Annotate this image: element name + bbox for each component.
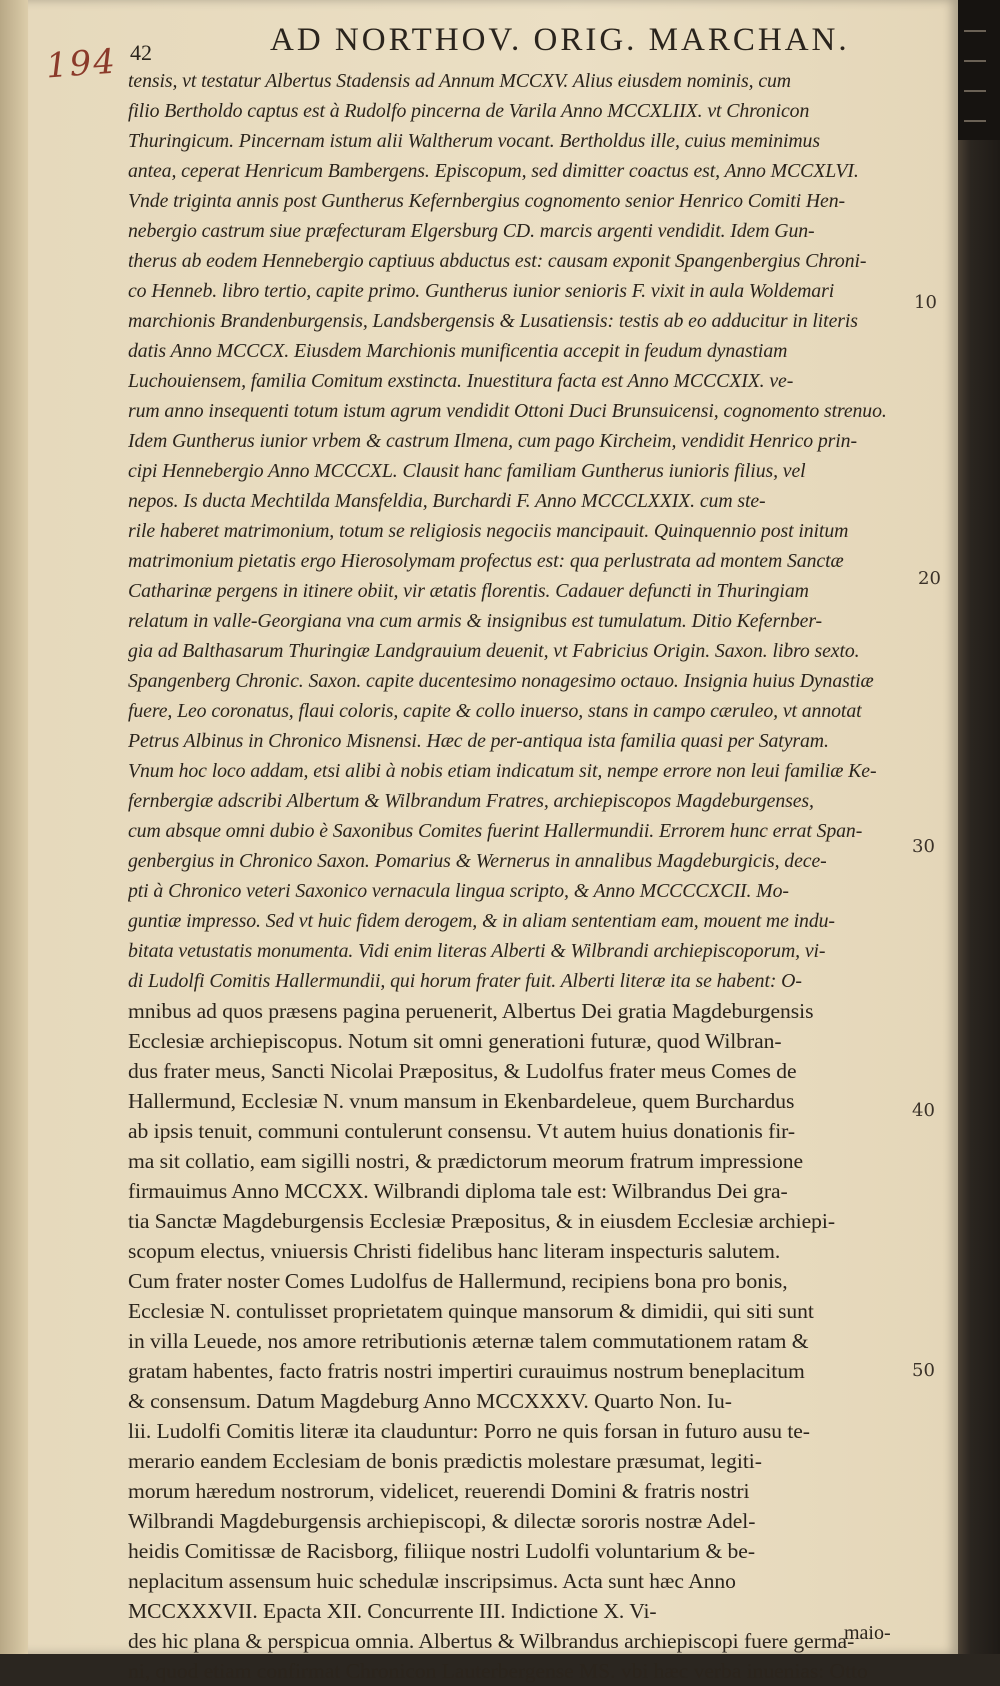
ruler-tick bbox=[964, 120, 986, 122]
text-line: bitata vetustatis monumenta. Vidi enim literas Alberti & Wilbrandi archiepiscoporum, vi- bbox=[128, 940, 826, 962]
page-number: 42 bbox=[130, 40, 152, 65]
text-line: des hic plana & perspicua omnia. Albertus & Wilbrandus archiepiscopi fuere germa- bbox=[128, 1629, 855, 1653]
text-line: morum hæredum nostrorum, videlicet, reuerendi Domini & fratris nostri bbox=[128, 1479, 750, 1503]
text-line: filio Bertholdo captus est à Rudolfo pincerna de Varila Anno MCCXLIIX. vt Chronicon bbox=[128, 100, 810, 122]
text-line: merario eandem Ecclesiam de bonis prædictis molestare præsumat, legiti- bbox=[128, 1449, 762, 1473]
ruler-tick bbox=[964, 30, 986, 32]
ruler-tick bbox=[964, 60, 986, 62]
text-line: Spangenberg Chronic. Saxon. capite ducentesimo nonagesimo octauo. Insignia huius Dynastiæ bbox=[128, 670, 874, 692]
text-line: ni, quod etiam confirmat Chronicon Lauterbergense MS. vbi hæc verba inuenias: Otto bbox=[128, 1659, 868, 1683]
body-text bbox=[128, 66, 908, 1686]
handwritten-folio-number: 194 bbox=[44, 41, 119, 87]
text-line: co Henneb. libro tertio, capite primo. Guntherus iunior senioris F. vixit in aula Woldemari bbox=[128, 280, 835, 302]
catchword: maio- bbox=[844, 1622, 891, 1644]
text-line: therus ab eodem Hennebergio captiuus abductus est: causam exponit Spangenbergius Chroni- bbox=[128, 250, 867, 272]
margin-line-number: 20 bbox=[918, 568, 941, 589]
text-line: ab ipsis tenuit, communi contulerunt consensu. Vt autem huius donationis fir- bbox=[128, 1119, 796, 1143]
book-edge-shadow bbox=[958, 0, 1000, 1654]
text-line: gia ad Balthasarum Thuringiæ Landgrauium deuenit, vt Fabricius Origin. Saxon. libro sexto. bbox=[128, 640, 860, 662]
text-line: rile haberet matrimonium, totum se religiosis negociis mancipauit. Quinquennio post initum bbox=[128, 520, 849, 542]
text-line: Vnde triginta annis post Guntherus Kefernbergius cognomento senior Henrico Comiti Hen- bbox=[128, 190, 846, 212]
text-line: nebergio castrum siue præfecturam Elgersburg CD. marcis argenti vendidit. Idem Gun- bbox=[128, 220, 815, 242]
text-line: Petrus Albinus in Chronico Misnensi. Hæc de per-antiqua ista familia quasi per Satyram. bbox=[128, 730, 829, 752]
text-line: scopum electus, vniuersis Christi fidelibus hanc literam inspecturis salutem. bbox=[128, 1239, 781, 1263]
margin-line-number: 10 bbox=[914, 292, 937, 313]
running-head: AD NORTHOV. ORIG. MARCHAN. bbox=[270, 22, 850, 58]
page-gutter bbox=[0, 0, 28, 1654]
text-line: cipi Hennebergio Anno MCCCXL. Clausit hanc familiam Guntherus iunioris filius, vel bbox=[128, 460, 806, 482]
text-line: Ecclesiæ archiepiscopus. Notum sit omni generationi futuræ, quod Wilbran- bbox=[128, 1029, 782, 1053]
text-line: cum absque omni dubio è Saxonibus Comites fuerint Hallermundii. Errorem hunc errat Span- bbox=[128, 820, 863, 842]
text-line: lii. Ludolfi Comitis literæ ita clauduntur: Porro ne quis forsan in futuro ausu te- bbox=[128, 1419, 810, 1443]
text-line: ma sit collatio, eam sigilli nostri, & prædictorum meorum fratrum impressione bbox=[128, 1149, 804, 1173]
text-line: Hallermund, Ecclesiæ N. vnum mansum in Ekenbardeleue, quem Burchardus bbox=[128, 1089, 795, 1113]
text-line: di Ludolfi Comitis Hallermundii, qui horum frater fuit. Alberti literæ ita se habent: O- bbox=[128, 970, 802, 992]
margin-line-number: 40 bbox=[912, 1100, 935, 1121]
text-line: fernbergiæ adscribi Albertum & Wilbrandum Fratres, archiepiscopos Magdeburgenses, bbox=[128, 790, 814, 812]
text-line: tensis, vt testatur Albertus Stadensis ad Annum MCCXV. Alius eiusdem nominis, cum bbox=[128, 70, 791, 92]
margin-line-number: 50 bbox=[912, 1360, 935, 1381]
text-line: genbergius in Chronico Saxon. Pomarius & Wernerus in annalibus Magdeburgicis, dece- bbox=[128, 850, 827, 872]
text-line: in villa Leuede, nos amore retributionis æternæ talem commutationem ratam & bbox=[128, 1329, 809, 1353]
text-line: mnibus ad quos præsens pagina peruenerit, Albertus Dei gratia Magdeburgensis bbox=[128, 999, 814, 1023]
text-line: Catharinæ pergens in itinere obiit, vir ætatis florentis. Cadauer defuncti in Thuringiam bbox=[128, 580, 809, 602]
text-line: datis Anno MCCCX. Eiusdem Marchionis munificentia accepit in feudum dynastiam bbox=[128, 340, 788, 362]
text-line: rum anno insequenti totum istum agrum vendidit Ottoni Duci Brunsuicensi, cognomento strenuo. bbox=[128, 400, 887, 422]
text-line: matrimonium pietatis ergo Hierosolymam profectus est: qua perlustrata ad montem Sanctæ bbox=[128, 550, 844, 572]
text-line: Cum frater noster Comes Ludolfus de Hallermund, recipiens bona pro bonis, bbox=[128, 1269, 788, 1293]
text-line: Ecclesiæ N. contulisset proprietatem quinque mansorum & dimidii, qui siti sunt bbox=[128, 1299, 814, 1323]
text-line: marchionis Brandenburgensis, Landsbergensis & Lusatiensis: testis ab eo adducitur in literis bbox=[128, 310, 858, 332]
ruler-tick bbox=[964, 90, 986, 92]
text-line: pti à Chronico veteri Saxonico vernacula lingua scripto, & Anno MCCCCXCII. Mo- bbox=[128, 880, 789, 902]
text-line: neplacitum assensum huic schedulæ inscripsimus. Acta sunt hæc Anno bbox=[128, 1569, 736, 1593]
text-line: antea, ceperat Henricum Bambergens. Episcopum, sed dimitter coactus est, Anno MCCXLVI. bbox=[128, 160, 859, 182]
scale-ruler bbox=[958, 0, 1000, 140]
text-line: Wilbrandi Magdeburgensis archiepiscopi, & dilectæ sororis nostræ Adel- bbox=[128, 1509, 756, 1533]
text-line: heidis Comitissæ de Racisborg, filiique nostri Ludolfi voluntarium & be- bbox=[128, 1539, 755, 1563]
text-line: firmauimus Anno MCCXX. Wilbrandi diploma tale est: Wilbrandus Dei gra- bbox=[128, 1179, 788, 1203]
text-line: Thuringicum. Pincernam istum alii Waltherum vocant. Bertholdus ille, cuius meminimus bbox=[128, 130, 820, 152]
text-line: fuere, Leo coronatus, flaui coloris, capite & collo inuerso, stans in campo cæruleo, vt annotat bbox=[128, 700, 862, 722]
text-line: gratam habentes, facto fratris nostri impertiri curauimus nostrum beneplacitum bbox=[128, 1359, 805, 1383]
text-line: relatum in valle-Georgiana vna cum armis & insignibus est tumulatum. Ditio Kefernber- bbox=[128, 610, 823, 632]
text-line: MCCXXXVII. Epacta XII. Concurrente III. Indictione X. Vi- bbox=[128, 1599, 657, 1623]
text-line: tia Sanctæ Magdeburgensis Ecclesiæ Præpositus, & in eiusdem Ecclesiæ archiepi- bbox=[128, 1209, 835, 1233]
text-line: Luchouiensem, familia Comitum exstincta. Inuestitura facta est Anno MCCCXIX. ve- bbox=[128, 370, 794, 392]
margin-line-number: 30 bbox=[912, 836, 935, 857]
text-line: Idem Guntherus iunior vrbem & castrum Ilmena, cum pago Kircheim, vendidit Henrico prin- bbox=[128, 430, 857, 452]
text-line: Vnum hoc loco addam, etsi alibi à nobis etiam indicatum sit, nempe errore non leui familiæ Ke- bbox=[128, 760, 877, 782]
text-line: dus frater meus, Sancti Nicolai Præpositus, & Ludolfus frater meus Comes de bbox=[128, 1059, 797, 1083]
text-line: & consensum. Datum Magdeburg Anno MCCXXXV. Quarto Non. Iu- bbox=[128, 1389, 732, 1413]
text-line: nepos. Is ducta Mechtilda Mansfeldia, Burchardi F. Anno MCCCLXXIX. cum ste- bbox=[128, 490, 766, 512]
text-line: guntiæ impresso. Sed vt huic fidem derogem, & in aliam sententiam eam, mouent me indu- bbox=[128, 910, 835, 932]
